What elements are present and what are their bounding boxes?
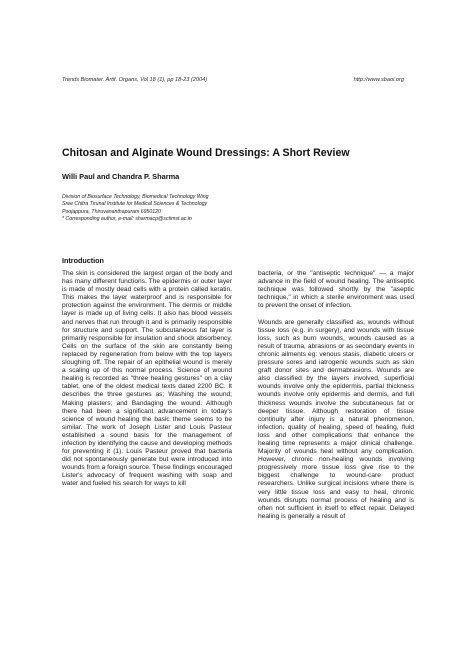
section-heading-introduction: Introduction [62,256,104,265]
journal-url[interactable]: http://www.sbaoi.org [353,77,404,83]
author-affiliation [62,194,302,224]
body-paragraph: bacteria, or the "antiseptic technique" — a major advance in the field of wound healing. The antiseptic technique was followed shortly by the "aseptic technique," in which a sterile environment was used to prevent the onset of infection. [258,270,414,310]
body-paragraph: The skin is considered the largest organ of the body and has many different functions. The epidermis or outer layer is made of mostly dead cells with a protein called keratin. This makes the layer waterproof and is responsible for protection against the environment. The dermis or middle layer is made up of living cells. It also has blood vessels and nerves that run through it and is primarily responsible for structure and support. The subcutaneous fat layer is primarily responsible for insulation and shock absorbency. Cells on the surface of the skin are constantly being replaced by regeneration from below with the top layers sloughing off. The repair of an epithelial wound is merely a scaling up of this normal process. Science of wound healing is recorded as "three healing gestures" on a clay tablet, one of the oldest medical texts dated 2200 BC. It describes the three gestures as; Washing the wound; Making plasters; and Bandaging the wound. Although there had been a significant advancement in today's science of wound healing the basic theme seems to be similar. The work of Joseph Lister and Louis Pasteur established a sound basis for the management of infection by identifying the cause and developing methods for preventing it (1). Louis Pasteur proved that bacteria did not spontaneously generate but were introduced into wounds from a foreign source. These findings encouraged Lister's advocacy of frequent washing with soap and water and fueled his search for ways to kill [62,270,232,488]
corresponding-author: * Corresponding author, e-mail: sharmacp@sctimst.ac.in [62,216,192,223]
affiliation-line: Sree Chitra Tirunal Institute for Medical Sciences & Technology [62,201,208,208]
affiliation-line: Poojappura, Thiruvananthapuram 6950120 [62,208,161,215]
affiliation-line: Division of Biosurface Technology, Biomedical Technology Wing [62,194,209,200]
body-column-left [62,270,232,497]
journal-citation: Trends Biomater. Artif. Organs, Vol 18 (1), pp 18-23 (2004) [62,77,208,83]
running-header [62,77,404,87]
article-title: Chitosan and Alginate Wound Dressings: A Short Review [62,147,350,159]
body-paragraph: Wounds are generally classified as, wounds without tissue loss (e.g. in surgery), and wounds with tissue loss, such as burn wounds, wounds caused as a result of trauma, abrasions or as secondary events in chronic ailments eg: venous stasis, diabetic ulcers or pressure sores and iatrogenic wounds such as skin graft donor sites and dermabrasions. Wounds are also classified by the layers involved, superficial wounds involve only the epidermis, partial thickness wounds involve only epidermis and dermis, and full thickness wounds involve the subcutaneous fat or deeper tissue. Although restoration of tissue continuity after injury is a natural phenomenon, infection, quality of healing, speed of healing, fluid loss and other complications that enhance the healing time represents a major clinical challenge. Majority of wounds heal without any complication. However, chronic non-healing wounds involving progressively more tissue loss give rise to the biggest challenge to wound-care product researchers. Unlike surgical incisions where there is very little tissue loss and easy to heal, chronic wounds disrupts normal process of healing and is often not sufficient in itself to effect repair. Delayed healing is generally a result of [258,318,414,520]
body-column-right [258,270,414,529]
article-authors: Willi Paul and Chandra P. Sharma [62,172,180,181]
